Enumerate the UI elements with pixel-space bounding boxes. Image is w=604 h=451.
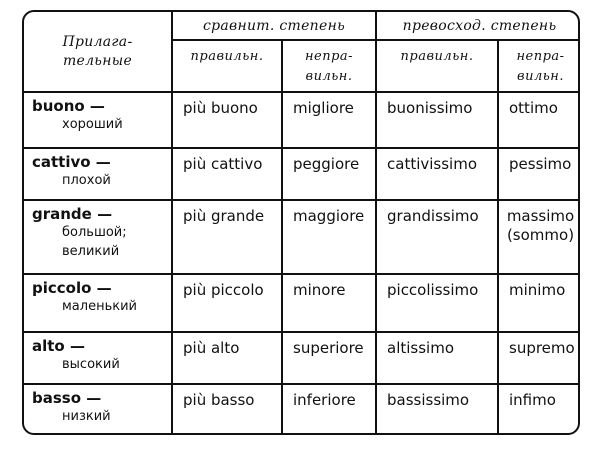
adjective-cell	[24, 384, 172, 433]
adjective-cell	[24, 274, 172, 332]
table-row	[24, 332, 580, 384]
superlative-irregular-cell: ottimo	[498, 92, 580, 148]
adjective-cell	[24, 332, 172, 384]
comparative-regular-header: правильн.	[172, 40, 282, 92]
adjective-translation: плохой	[62, 173, 111, 188]
superlative-regular-header: правильн.	[376, 40, 498, 92]
adjective-translation: маленький	[62, 299, 137, 314]
adjective-degrees-table	[24, 12, 580, 433]
adjective-cell	[24, 148, 172, 200]
adjective-translation: высокий	[62, 357, 120, 372]
superlative-irregular-cell: minimo	[498, 274, 580, 332]
adjective-italian: alto —	[32, 337, 85, 355]
comparative-regular-cell: più basso	[172, 384, 282, 433]
superlative-irregular-cell: supremo	[498, 332, 580, 384]
adjective-translation: хороший	[62, 117, 123, 132]
comparative-irregular-cell: inferiore	[282, 384, 376, 433]
comparative-irregular-header: непра- вильн.	[282, 40, 376, 92]
adjective-italian: piccolo —	[32, 279, 112, 297]
adjectives-column-header: Прилага- тельные	[24, 12, 172, 92]
comparative-irregular-cell: migliore	[282, 92, 376, 148]
table-row	[24, 384, 580, 433]
comparative-irregular-cell: minore	[282, 274, 376, 332]
comparative-regular-cell: più piccolo	[172, 274, 282, 332]
comparison-table-frame	[22, 10, 580, 435]
superlative-regular-cell: cattivissimo	[376, 148, 498, 200]
adjective-cell	[24, 92, 172, 148]
superlative-irregular-cell: infimo	[498, 384, 580, 433]
adjective-italian: grande —	[32, 205, 113, 223]
table-row	[24, 148, 580, 200]
superlative-regular-cell: altissimo	[376, 332, 498, 384]
comparative-regular-cell: più cattivo	[172, 148, 282, 200]
comparative-irregular-cell: superiore	[282, 332, 376, 384]
adjective-italian: cattivo —	[32, 153, 111, 171]
superlative-regular-cell: piccolissimo	[376, 274, 498, 332]
superlative-irregular-header: непра- вильн.	[498, 40, 580, 92]
comparative-regular-cell: più alto	[172, 332, 282, 384]
superlative-regular-cell: buonissimo	[376, 92, 498, 148]
superlative-irregular-cell: massimo (sommo)	[498, 200, 580, 274]
comparative-irregular-cell: peggiore	[282, 148, 376, 200]
table-row	[24, 274, 580, 332]
adjective-italian: basso —	[32, 389, 102, 407]
comparative-irregular-cell: maggiore	[282, 200, 376, 274]
superlative-irregular-cell: pessimo	[498, 148, 580, 200]
superlative-regular-cell: grandissimo	[376, 200, 498, 274]
comparative-degree-header: сравнит. степень	[172, 12, 376, 40]
table-row	[24, 92, 580, 148]
adjective-translation: низкий	[62, 409, 111, 424]
comparative-regular-cell: più buono	[172, 92, 282, 148]
adjective-translation: большой; великий	[62, 225, 127, 259]
adjective-cell	[24, 200, 172, 274]
superlative-degree-header: превосход. степень	[376, 12, 580, 40]
comparative-regular-cell: più grande	[172, 200, 282, 274]
table-row	[24, 200, 580, 274]
superlative-regular-cell: bassissimo	[376, 384, 498, 433]
adjective-italian: buono —	[32, 97, 105, 115]
header-row-groups	[24, 12, 580, 40]
